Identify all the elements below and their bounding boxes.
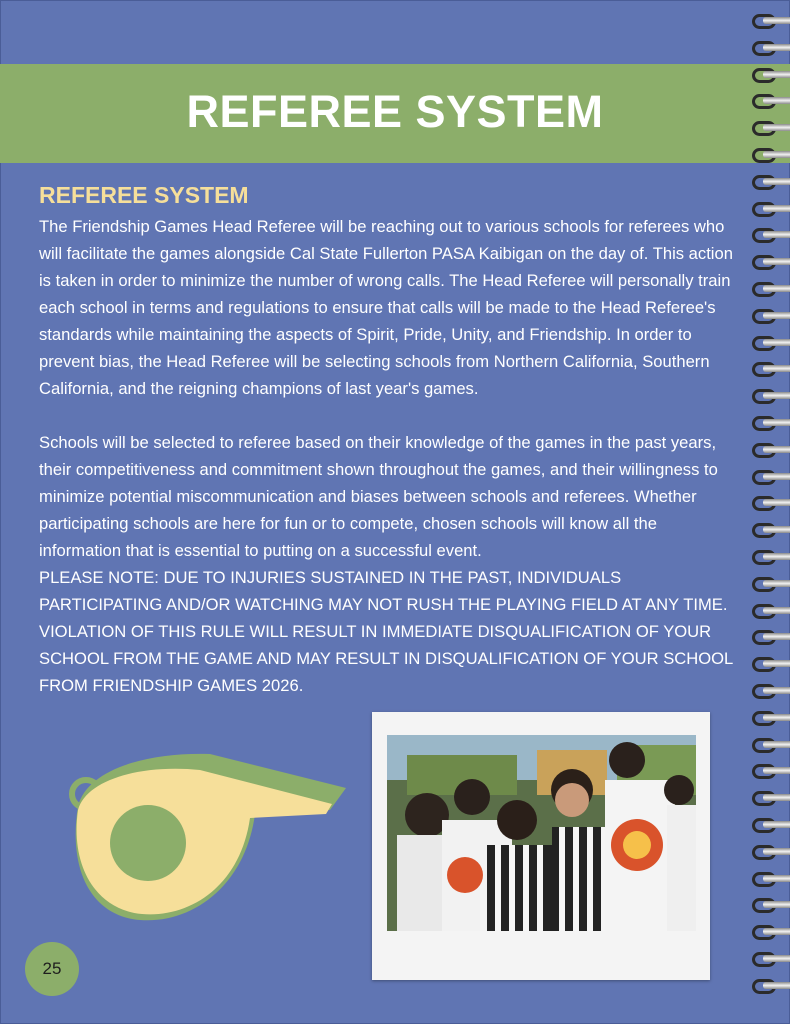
- referee-students-photo: [387, 735, 696, 931]
- spiral-ring: [750, 600, 790, 627]
- paragraph-notice: PLEASE NOTE: DUE TO INJURIES SUSTAINED IN THE PAST, INDIVIDUALS PARTICIPATING AND/OR WATCHING MAY NOT RUSH THE PLAYING FIELD AT ANY TIME. VIOLATION OF THIS RULE WILL RESULT IN IMMEDIATE DISQUALIFICATION OF YOUR SCHOOL FROM THE GAME AND MAY RESULT IN DISQUALIFICATION OF YOUR SCHOOL FROM FRIENDSHIP GAMES 2026.: [39, 568, 733, 695]
- spiral-ring: [750, 198, 790, 225]
- page-number: 25: [42, 959, 62, 978]
- spiral-ring: [750, 975, 790, 1002]
- spiral-ring: [750, 278, 790, 305]
- spiral-ring: [750, 519, 790, 546]
- spiral-ring: [750, 171, 790, 198]
- spiral-ring: [750, 10, 790, 37]
- spiral-ring: [750, 734, 790, 761]
- page-title: REFEREE SYSTEM: [186, 86, 604, 137]
- body-text: [39, 213, 739, 699]
- paragraph-selection: Schools will be selected to referee based on their knowledge of the games in the past years, their competitiveness and commitment shown throughout the games, and their willingness to minimize potential miscommunication and biases between schools and referees. Whether participating schools are here for fun or to compete, chosen schools will know all the information that is essential to putting on a successful event.: [39, 433, 718, 560]
- spiral-ring: [750, 117, 790, 144]
- spiral-ring: [750, 332, 790, 359]
- spiral-ring: [750, 787, 790, 814]
- spiral-ring: [750, 573, 790, 600]
- spiral-ring: [750, 707, 790, 734]
- whistle-icon: [60, 748, 350, 928]
- spiral-ring: [750, 224, 790, 251]
- spiral-ring: [750, 868, 790, 895]
- spiral-ring: [750, 385, 790, 412]
- spiral-ring: [750, 653, 790, 680]
- spiral-ring: [750, 546, 790, 573]
- spiral-ring: [750, 251, 790, 278]
- spiral-ring: [750, 358, 790, 385]
- spiral-binding: [750, 10, 790, 1001]
- spiral-ring: [750, 760, 790, 787]
- spiral-ring: [750, 37, 790, 64]
- photo-polaroid: [372, 712, 710, 980]
- spiral-ring: [750, 144, 790, 171]
- spiral-ring: [750, 626, 790, 653]
- section-heading: REFEREE SYSTEM: [39, 182, 249, 208]
- spiral-ring: [750, 466, 790, 493]
- paragraph-referee-intro: The Friendship Games Head Referee will be reaching out to various schools for referees who will facilitate the games alongside Cal State Fullerton PASA Kaibigan on the day of. This action is taken in order to minimize the number of wrong calls. The Head Referee will personally train each school in terms and regulations to ensure that calls will be made to the Head Referee's standards while maintaining the aspects of Spirit, Pride, Unity, and Friendship. In order to prevent bias, the Head Referee will be selecting schools from Northern California, Southern California, and the reigning champions of last year's games.: [39, 217, 733, 398]
- spiral-ring: [750, 412, 790, 439]
- spiral-ring: [750, 492, 790, 519]
- spiral-ring: [750, 680, 790, 707]
- spiral-ring: [750, 90, 790, 117]
- spiral-ring: [750, 894, 790, 921]
- spiral-ring: [750, 921, 790, 948]
- spiral-ring: [750, 841, 790, 868]
- spiral-ring: [750, 64, 790, 91]
- spiral-ring: [750, 948, 790, 975]
- spiral-ring: [750, 439, 790, 466]
- spiral-ring: [750, 814, 790, 841]
- spiral-ring: [750, 305, 790, 332]
